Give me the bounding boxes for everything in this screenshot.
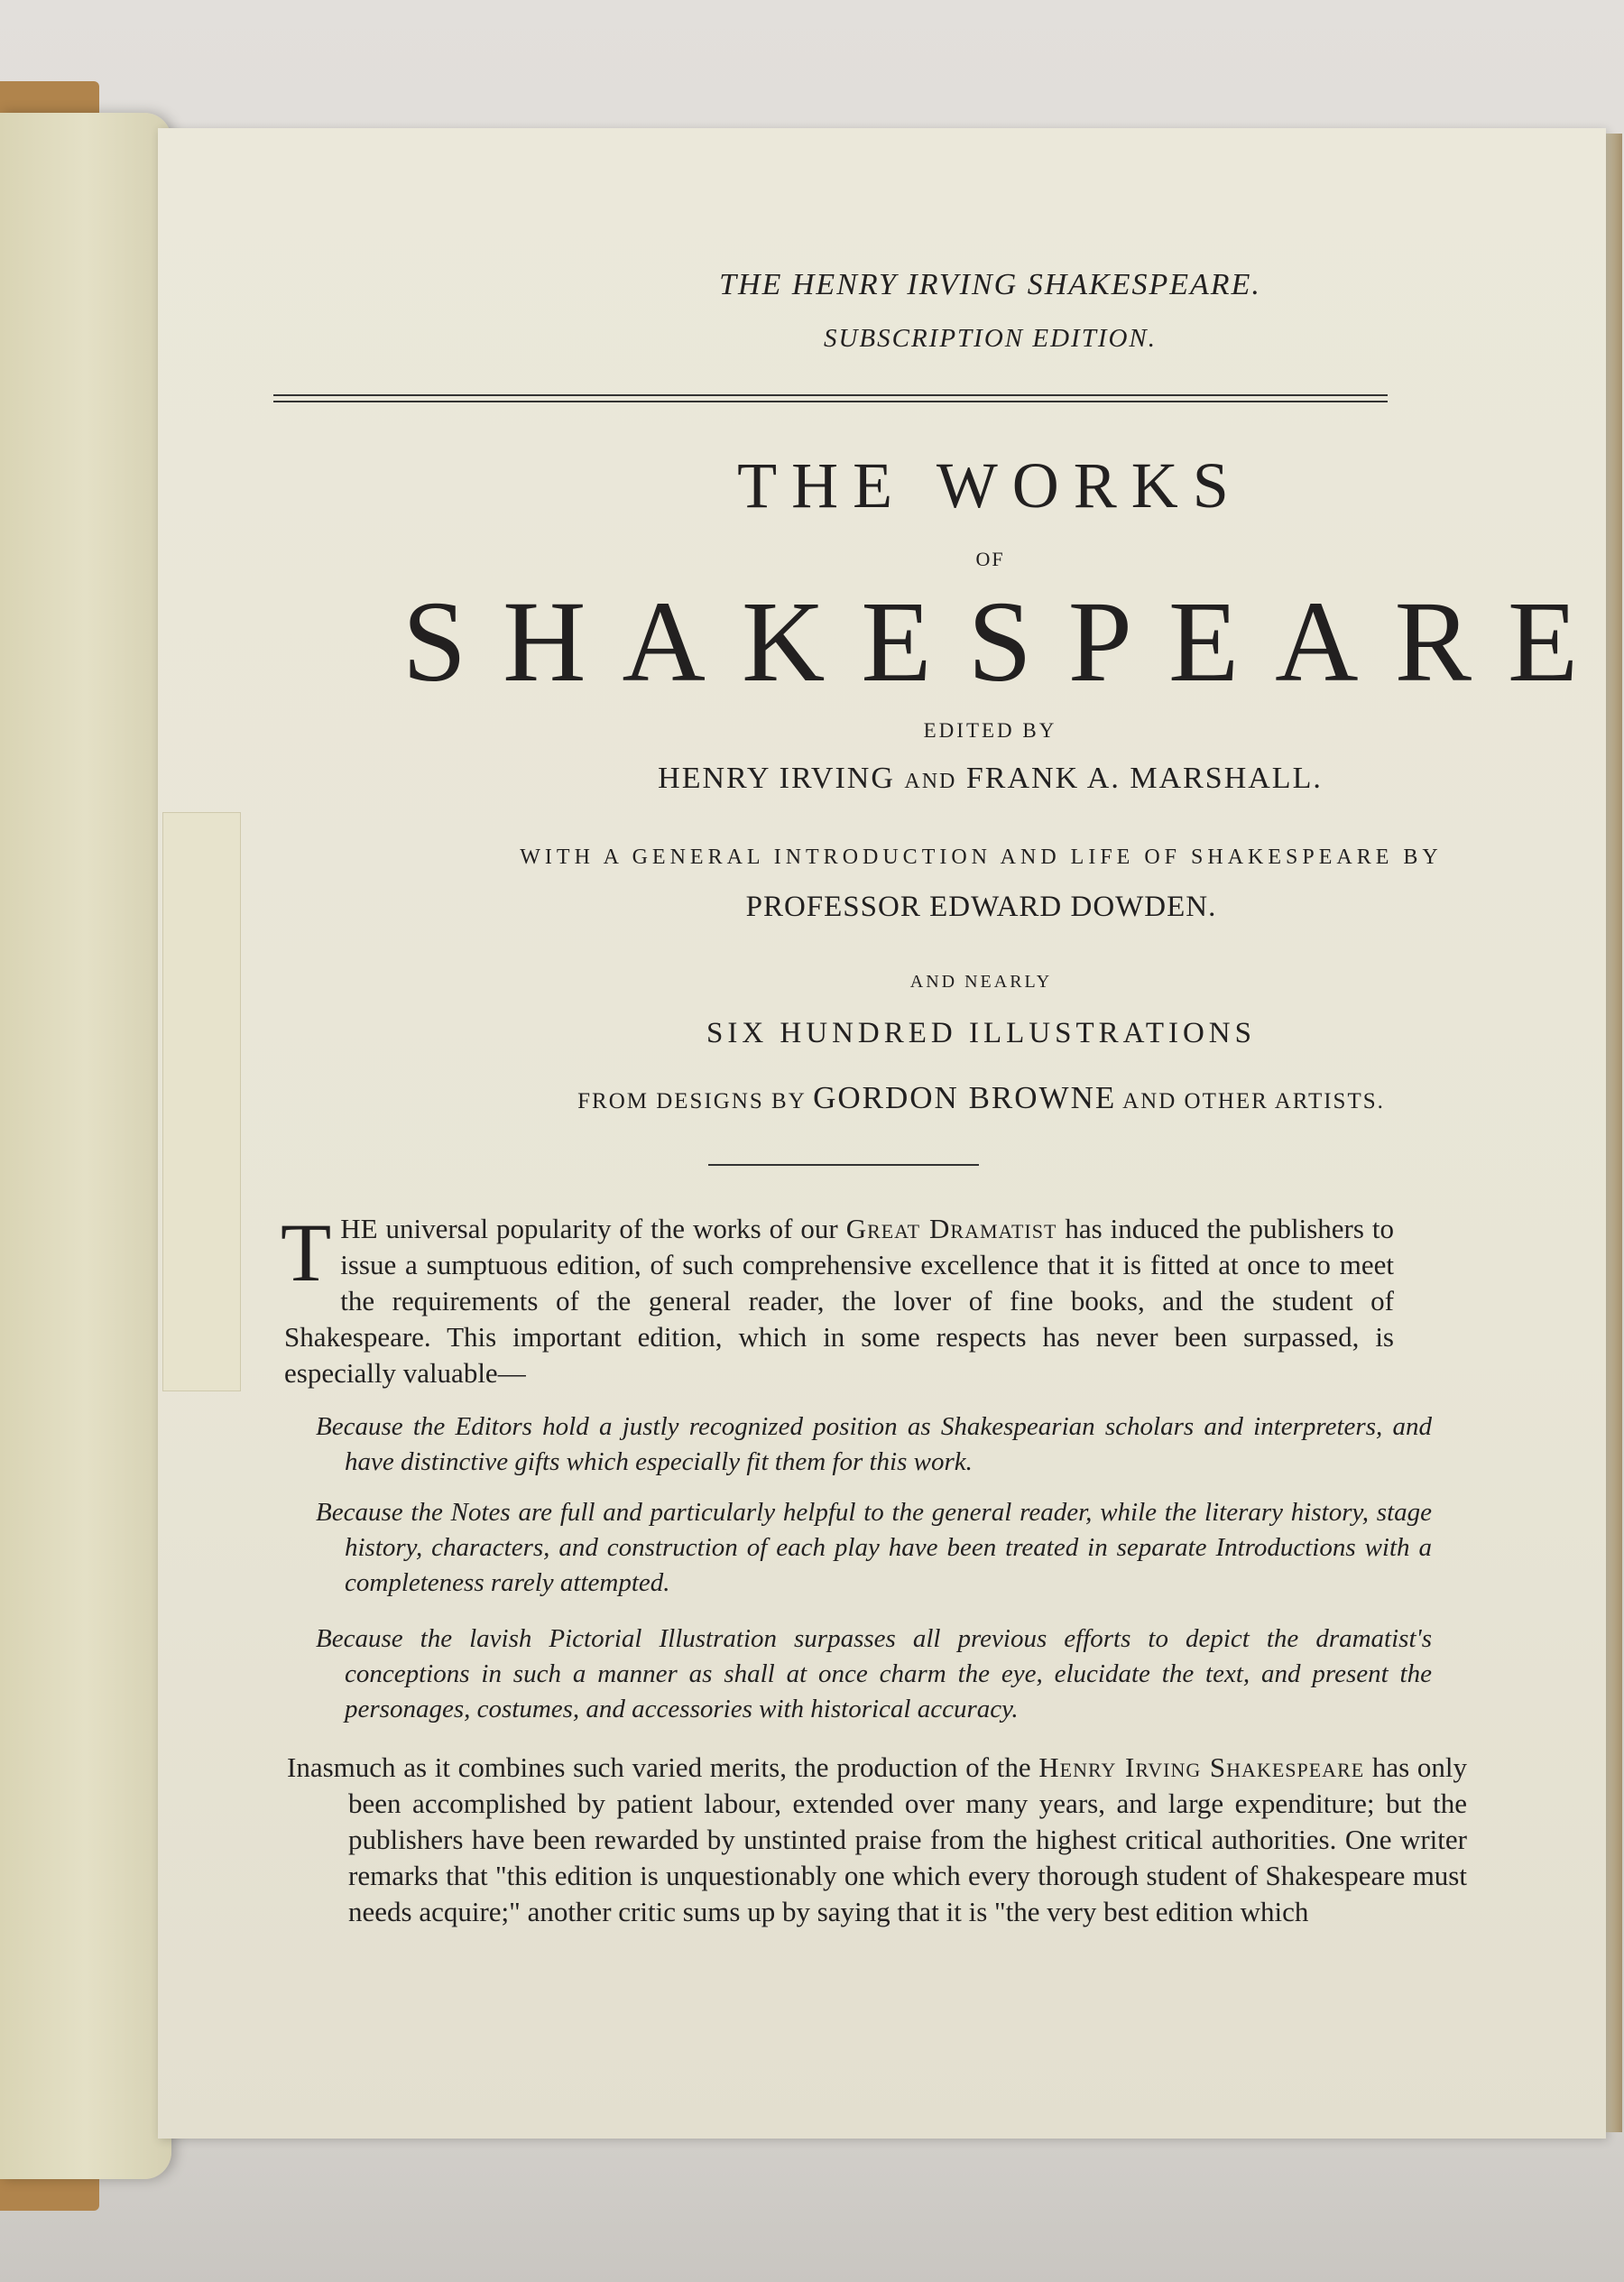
- double-rule-top: [273, 394, 1388, 396]
- intro-text-b: has induced the publishers to issue a sumptuous edition, of such comprehensive excellence that it is fitted at once to meet the requirements of the general reader, the lover of fine books, and the student of Shakespeare. This important edition, which in some respects has never been surpassed, is especially valuable—: [284, 1213, 1394, 1389]
- designs-others: AND OTHER ARTISTS.: [1122, 1089, 1385, 1113]
- double-rule-bottom: [273, 401, 1388, 402]
- because-notes: Because the Notes are full and particularly helpful to the general reader, while the literary history, stage history, characters, and construction of each play have been treated in separate Introductions with a completeness rarely attempted.: [316, 1498, 1432, 1597]
- intro-paragraph: [281, 1206, 1394, 1391]
- because-editors: Because the Editors hold a justly recognized position as Shakespearian scholars and interpreters, and have distinctive gifts which especially fit them for this work.: [316, 1412, 1432, 1476]
- inasmuch-text-a: Inasmuch as it combines such varied merits, the production of the: [287, 1751, 1039, 1783]
- editor-irving: HENRY IRVING: [658, 762, 895, 795]
- title-line-of: OF: [975, 548, 1005, 570]
- intro-text-a: HE universal popularity of the works of our: [340, 1213, 846, 1244]
- great-dramatist: Great Dramatist: [845, 1213, 1057, 1244]
- title-line-works: THE WORKS: [737, 449, 1243, 522]
- title-page: [158, 128, 1615, 2139]
- title-line-shakespeare: SHAKESPEARE: [401, 577, 1615, 706]
- introduction-line: WITH A GENERAL INTRODUCTION AND LIFE OF SHAKESPEARE BY: [520, 845, 1443, 869]
- left-page: [0, 113, 171, 2179]
- short-rule: [708, 1164, 979, 1166]
- artist-name: GORDON BROWNE: [813, 1080, 1117, 1115]
- drop-cap: T: [281, 1206, 332, 1298]
- designs-line: [257, 1080, 1624, 1116]
- henry-irving-shakespeare: Henry Irving Shakespeare: [1038, 1751, 1365, 1783]
- editors-and: AND: [904, 770, 957, 793]
- inasmuch-paragraph: [287, 1750, 1467, 1930]
- and-nearly: AND NEARLY: [909, 972, 1053, 992]
- editors-names: [266, 762, 1624, 796]
- folded-insert: [162, 812, 241, 1391]
- series-title: THE HENRY IRVING SHAKESPEARE.: [719, 268, 1261, 301]
- page-block-edge: [1604, 134, 1622, 2132]
- professor-dowden: PROFESSOR EDWARD DOWDEN.: [745, 891, 1217, 923]
- designs-from: FROM DESIGNS BY: [577, 1089, 806, 1113]
- book-bottom-edge: [0, 2130, 1624, 2282]
- inasmuch-text-b: has only been accomplished by patient labour, extended over many years, and large expenditure; but the publishers have been rewarded by unstinted praise from the highest critical authorities. One writer remarks that "this edition is unquestionably one which every thorough student of Shakespeare must needs acquire;" another critic sums up by saying that it is "the very best edition which: [348, 1751, 1467, 1927]
- editor-marshall: FRANK A. MARSHALL.: [965, 762, 1323, 795]
- edition-label: SUBSCRIPTION EDITION.: [823, 324, 1158, 353]
- edited-by: EDITED BY: [923, 719, 1057, 742]
- because-illustration: Because the lavish Pictorial Illustration surpasses all previous efforts to depict the dramatist's conceptions in such a manner as shall at once charm the eye, elucidate the text, and present the personages, costumes, and accessories with historical accuracy.: [316, 1624, 1432, 1723]
- illustration-count: SIX HUNDRED ILLUSTRATIONS: [706, 1017, 1256, 1049]
